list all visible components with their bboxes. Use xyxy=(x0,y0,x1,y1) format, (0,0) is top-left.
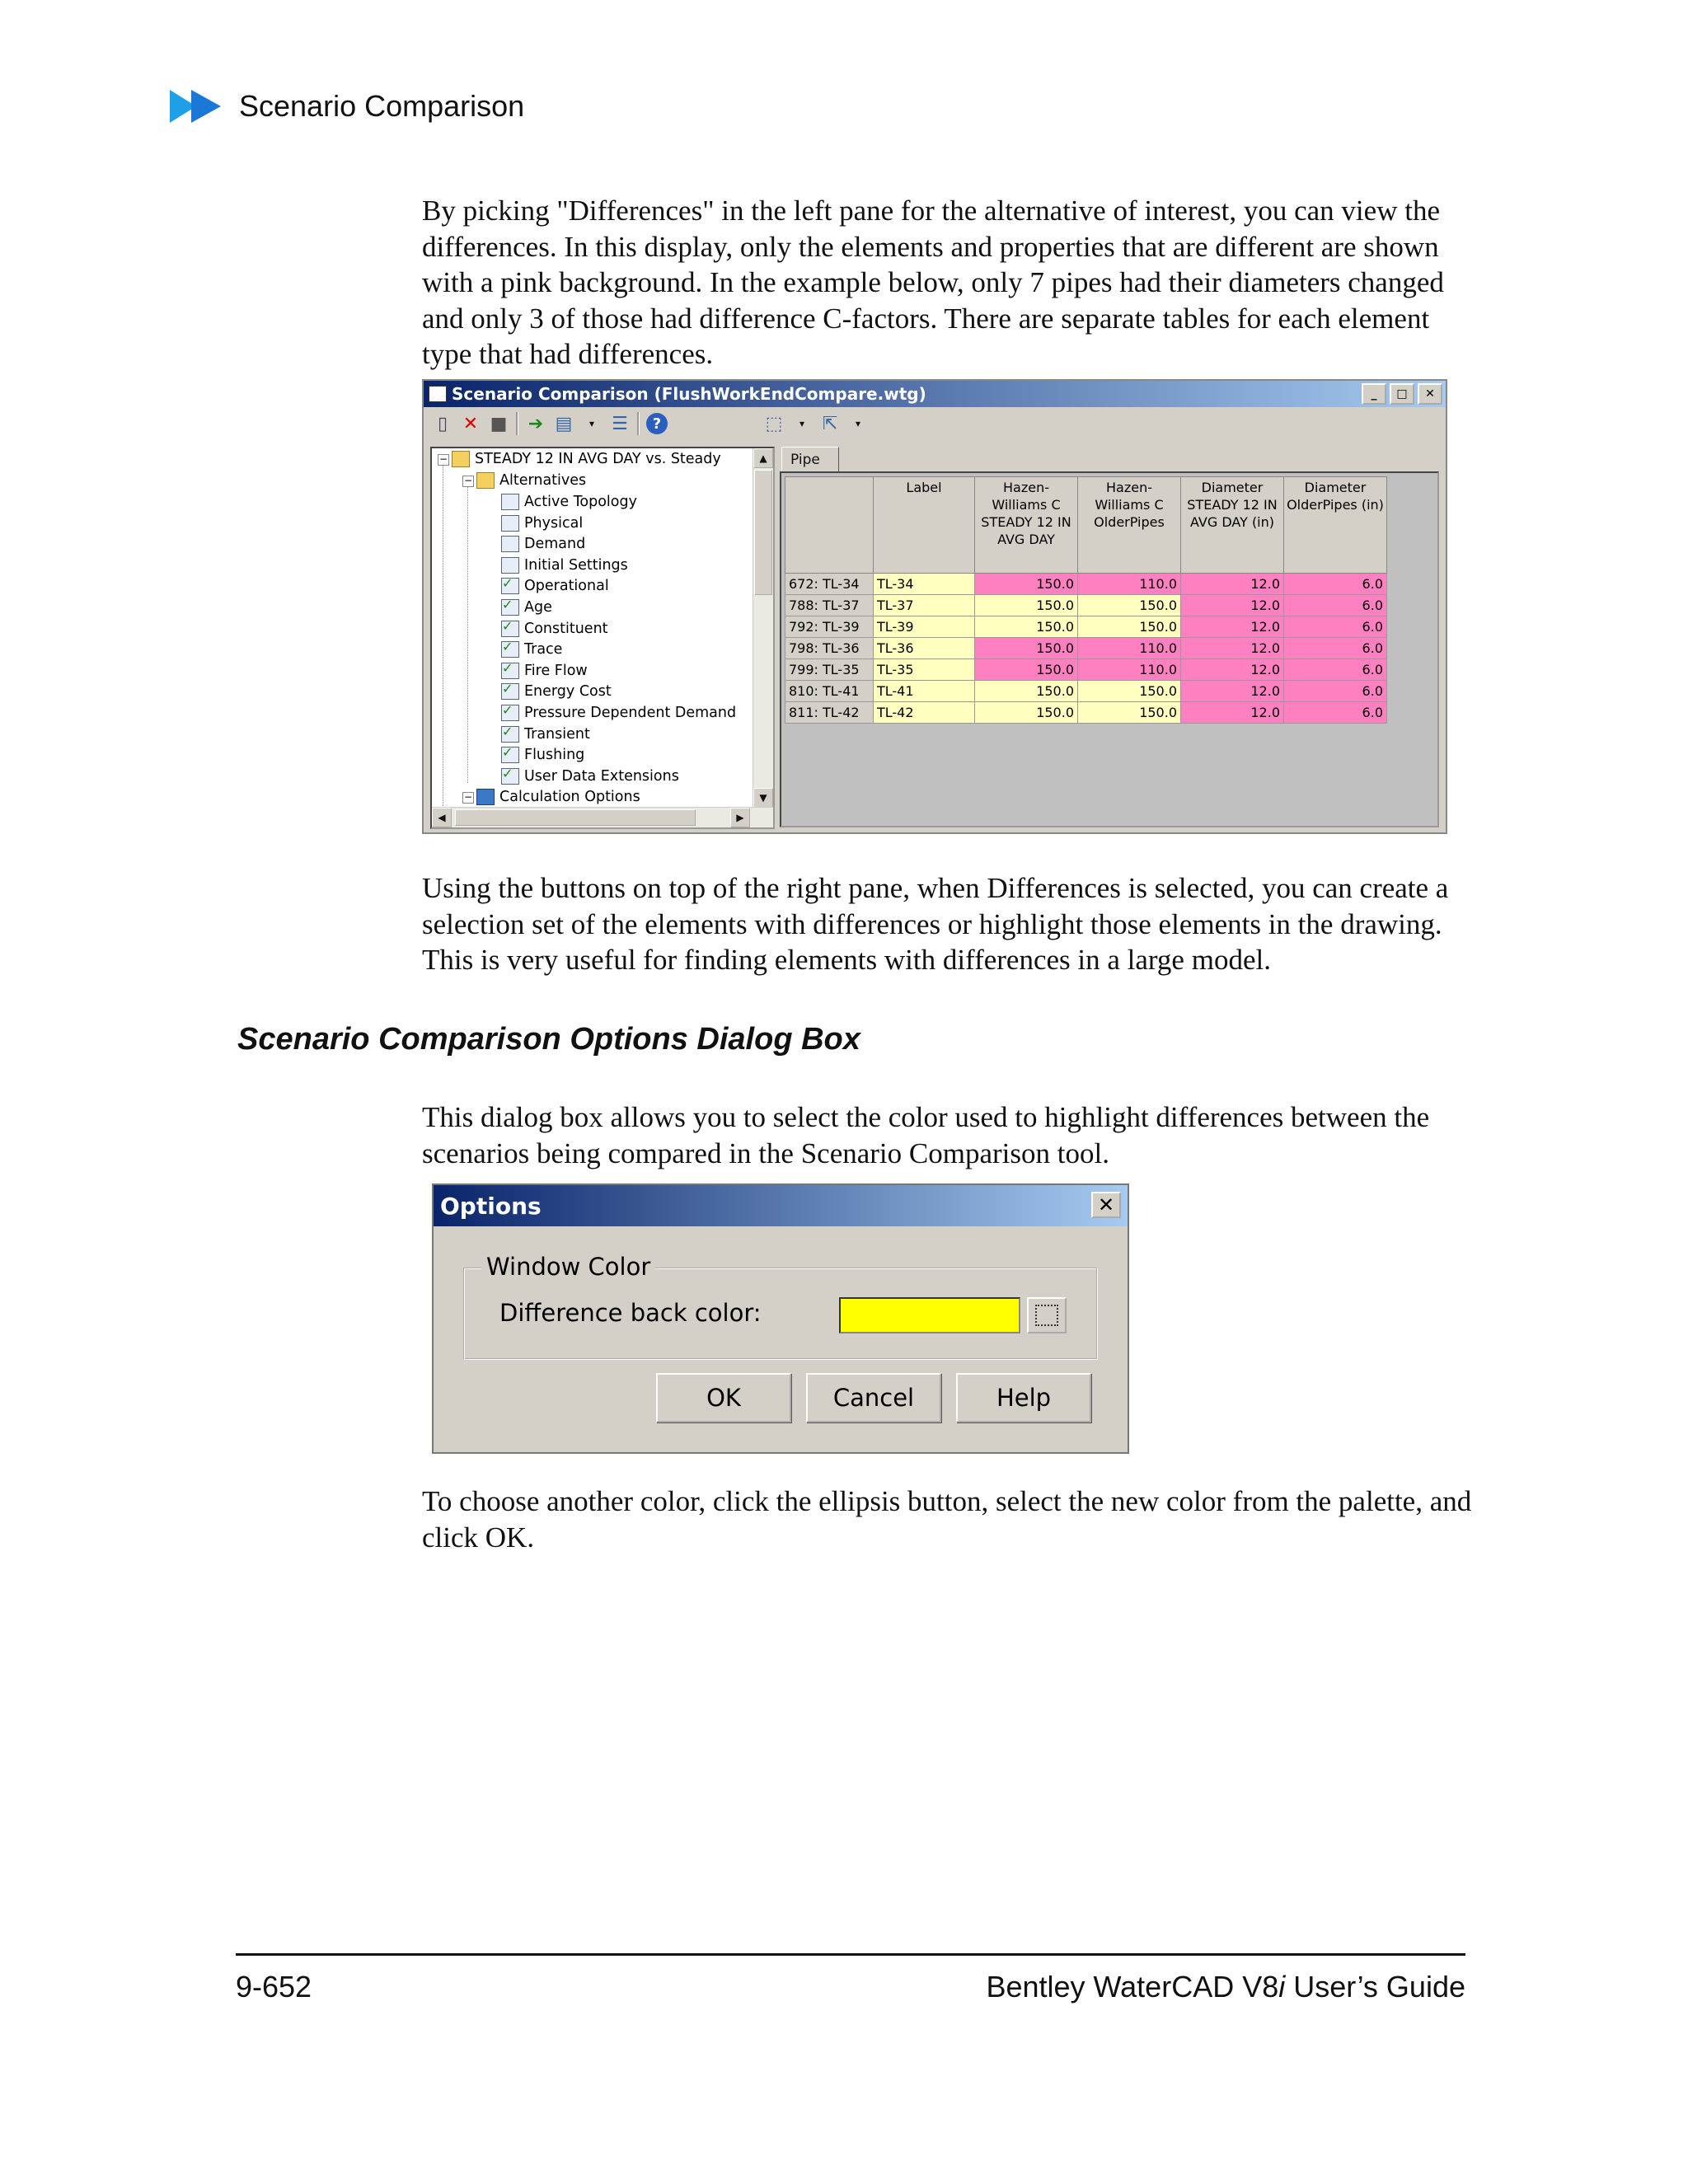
table-cell-d2: 6.0 xyxy=(1284,638,1387,659)
scroll-up-icon[interactable]: ▲ xyxy=(753,448,773,468)
table-cell-id: 810: TL-41 xyxy=(785,681,874,702)
highlight-icon[interactable]: ⇱ xyxy=(822,413,838,434)
ellipsis-button[interactable] xyxy=(1027,1297,1067,1333)
tree-calculation-options[interactable]: Calculation Options xyxy=(476,786,640,808)
checked-alternative-icon xyxy=(501,683,519,700)
table-cell-hw1: 150.0 xyxy=(975,659,1078,681)
table-cell-id: 798: TL-36 xyxy=(785,638,874,659)
section-title: Scenario Comparison xyxy=(239,89,525,123)
table-row[interactable] xyxy=(785,595,1387,616)
dialog-titlebar xyxy=(434,1185,1128,1226)
checked-alternative-icon xyxy=(501,621,519,637)
grid-area xyxy=(780,471,1439,827)
table-row[interactable] xyxy=(785,616,1387,638)
comparison-icon xyxy=(452,451,470,467)
table-cell-d1: 12.0 xyxy=(1181,702,1284,724)
tree-alternative-item[interactable]: ✓ User Data Extensions xyxy=(501,766,679,787)
section-heading: Scenario Comparison Options Dialog Box xyxy=(237,1022,860,1057)
window-color-group xyxy=(463,1253,1098,1360)
column-header-hw-steady[interactable]: Hazen-Williams C STEADY 12 IN AVG DAY xyxy=(975,477,1078,574)
ellipsis-icon xyxy=(1035,1305,1058,1326)
table-cell-d2: 6.0 xyxy=(1284,595,1387,616)
chevron-down-icon[interactable]: ▾ xyxy=(855,418,861,429)
table-cell-label: TL-41 xyxy=(874,681,975,702)
table-cell-id: 799: TL-35 xyxy=(785,659,874,681)
chevron-down-icon[interactable]: ▾ xyxy=(799,418,805,429)
table-row[interactable] xyxy=(785,638,1387,659)
table-cell-id: 811: TL-42 xyxy=(785,702,874,724)
app-icon xyxy=(429,386,447,402)
selection-set-icon[interactable]: ⬚ xyxy=(765,413,783,434)
table-cell-hw2: 110.0 xyxy=(1078,574,1181,595)
column-header-label[interactable]: Label xyxy=(874,477,975,574)
options-icon[interactable]: ☰ xyxy=(612,413,628,434)
stop-icon[interactable]: ■ xyxy=(490,413,508,434)
table-cell-hw1: 150.0 xyxy=(975,702,1078,724)
tree-alternative-item[interactable]: ✓ Fire Flow xyxy=(501,660,588,682)
pipe-differences-table xyxy=(785,476,1387,724)
alternative-icon xyxy=(501,536,519,552)
collapse-toggle[interactable]: − xyxy=(438,453,448,465)
table-row[interactable] xyxy=(785,574,1387,595)
difference-color-swatch[interactable] xyxy=(839,1297,1020,1333)
delete-icon[interactable]: ✕ xyxy=(462,413,479,434)
tree-alternative-item[interactable]: ✓ Transient xyxy=(501,724,590,745)
window-titlebar xyxy=(424,381,1446,407)
table-row[interactable] xyxy=(785,659,1387,681)
scroll-down-icon[interactable]: ▼ xyxy=(753,788,773,808)
footer-rule xyxy=(236,1953,1465,1956)
table-cell-label: TL-42 xyxy=(874,702,975,724)
tree-alternative-item[interactable]: Initial Settings xyxy=(501,555,628,576)
help-icon[interactable]: ? xyxy=(646,413,668,434)
report-icon[interactable]: ▤ xyxy=(555,413,573,434)
collapse-toggle[interactable]: − xyxy=(463,791,473,803)
paragraph-differences: By picking "Differences" in the left pane for the alternative of interest, you can view the differences. In this display, only the elements and properties that are different are shown with a pink background. In the example below, only 7 pipes had their diameters changed and only 3 of those had difference C-factors. There are separate tables for each element type that had differences. xyxy=(422,194,1444,370)
tree-alternative-item[interactable]: ✓ Pressure Dependent Demand xyxy=(501,702,736,724)
double-arrow-icon xyxy=(170,90,223,123)
checked-alternative-icon xyxy=(501,599,519,616)
tree-alternative-item[interactable]: ✓ Age xyxy=(501,597,552,618)
checked-alternative-icon xyxy=(501,641,519,658)
book-title: Bentley WaterCAD V8i User’s Guide xyxy=(986,1970,1465,2004)
checked-alternative-icon xyxy=(501,705,519,721)
close-button[interactable]: ✕ xyxy=(1418,383,1442,405)
table-cell-d1: 12.0 xyxy=(1181,681,1284,702)
alternative-icon xyxy=(501,494,519,510)
table-cell-label: TL-34 xyxy=(874,574,975,595)
table-cell-label: TL-36 xyxy=(874,638,975,659)
tree-alternative-item[interactable]: Physical xyxy=(501,513,583,534)
tree-alternative-item[interactable]: ✓ Trace xyxy=(501,639,562,660)
column-header-diameter-olderpipes[interactable]: Diameter OlderPipes (in) xyxy=(1284,477,1387,574)
checked-alternative-icon xyxy=(501,768,519,785)
group-title: Window Color xyxy=(481,1253,655,1281)
table-cell-id: 788: TL-37 xyxy=(785,595,874,616)
checked-alternative-icon xyxy=(501,726,519,743)
table-cell-d2: 6.0 xyxy=(1284,681,1387,702)
table-cell-hw1: 150.0 xyxy=(975,574,1078,595)
table-cell-d2: 6.0 xyxy=(1284,574,1387,595)
table-row[interactable] xyxy=(785,702,1387,724)
table-cell-d2: 6.0 xyxy=(1284,616,1387,638)
column-header-hw-olderpipes[interactable]: Hazen-Williams C OlderPipes xyxy=(1078,477,1181,574)
folder-icon xyxy=(476,472,495,489)
table-cell-hw2: 110.0 xyxy=(1078,638,1181,659)
paragraph-dialog: This dialog box allows you to select the color used to highlight differences between the scenarios being compared in the Scenario Comparison tool. xyxy=(422,1101,1430,1169)
table-cell-d1: 12.0 xyxy=(1181,595,1284,616)
vertical-scrollbar[interactable] xyxy=(753,448,773,808)
column-header-diameter-steady[interactable]: Diameter STEADY 12 IN AVG DAY (in) xyxy=(1181,477,1284,574)
scenario-comparison-window xyxy=(422,379,1447,834)
table-cell-label: TL-37 xyxy=(874,595,975,616)
tree-alternative-item[interactable]: ✓ Flushing xyxy=(501,744,584,766)
section-header xyxy=(170,86,524,127)
table-cell-d1: 12.0 xyxy=(1181,616,1284,638)
table-cell-hw2: 150.0 xyxy=(1078,702,1181,724)
table-row[interactable] xyxy=(785,681,1387,702)
table-cell-label: TL-39 xyxy=(874,616,975,638)
maximize-button[interactable]: □ xyxy=(1390,383,1414,405)
ok-button[interactable]: OK xyxy=(656,1373,791,1422)
table-cell-hw2: 110.0 xyxy=(1078,659,1181,681)
table-cell-id: 672: TL-34 xyxy=(785,574,874,595)
table-cell-d2: 6.0 xyxy=(1284,702,1387,724)
column-header-id[interactable] xyxy=(785,477,874,574)
window-title: Scenario Comparison (FlushWorkEndCompare.wtg) xyxy=(452,384,926,404)
help-button[interactable]: Help xyxy=(956,1373,1091,1422)
alternative-icon xyxy=(501,515,519,532)
table-cell-hw1: 150.0 xyxy=(975,681,1078,702)
table-cell-label: TL-35 xyxy=(874,659,975,681)
scroll-left-icon[interactable]: ◀ xyxy=(432,808,452,827)
chevron-down-icon[interactable]: ▾ xyxy=(588,418,595,429)
table-cell-d1: 12.0 xyxy=(1181,638,1284,659)
table-cell-id: 792: TL-39 xyxy=(785,616,874,638)
table-cell-hw2: 150.0 xyxy=(1078,616,1181,638)
calculation-icon xyxy=(476,789,495,805)
table-cell-hw1: 150.0 xyxy=(975,638,1078,659)
table-cell-hw2: 150.0 xyxy=(1078,595,1181,616)
difference-color-label: Difference back color: xyxy=(499,1299,762,1327)
tree-alternative-item[interactable]: ✓ Constituent xyxy=(501,618,608,640)
alternatives-tree[interactable] xyxy=(430,447,775,829)
page-number: 9-652 xyxy=(236,1970,312,2004)
tree-alternative-item[interactable]: ✓ Energy Cost xyxy=(501,681,612,702)
table-cell-d1: 12.0 xyxy=(1181,659,1284,681)
close-icon[interactable]: ✕ xyxy=(1091,1192,1121,1218)
tree-alternatives[interactable]: Alternatives xyxy=(476,470,586,491)
new-icon[interactable]: ▯ xyxy=(437,413,448,434)
table-cell-d2: 6.0 xyxy=(1284,659,1387,681)
cancel-button[interactable]: Cancel xyxy=(806,1373,941,1422)
tree-alternative-item[interactable]: Demand xyxy=(501,533,585,555)
horizontal-scrollbar[interactable] xyxy=(432,807,773,827)
scroll-right-icon[interactable]: ▶ xyxy=(730,808,750,827)
tree-root[interactable]: STEADY 12 IN AVG DAY vs. Steady xyxy=(452,448,721,470)
comparison-grid-pane xyxy=(780,447,1441,829)
checked-alternative-icon xyxy=(501,578,519,594)
tab-pipe[interactable]: Pipe xyxy=(781,447,839,471)
table-cell-hw1: 150.0 xyxy=(975,595,1078,616)
toolbar xyxy=(424,407,1446,440)
paragraph-choose-color: To choose another color, click the ellipsis button, select the new color from the palette, and click OK. xyxy=(422,1485,1472,1554)
table-cell-hw1: 150.0 xyxy=(975,616,1078,638)
dialog-title: Options xyxy=(440,1192,542,1220)
paragraph-buttons: Using the buttons on top of the right pane, when Differences is selected, you can create a selection set of the elements with differences or highlight those elements in the drawing. This is very useful for finding elements with differences in a large model. xyxy=(422,872,1449,976)
tree-alternative-item[interactable]: Active Topology xyxy=(501,491,637,513)
collapse-toggle[interactable]: − xyxy=(463,475,473,486)
options-dialog xyxy=(432,1183,1129,1454)
tree-alternative-item[interactable]: ✓ Operational xyxy=(501,575,609,597)
checked-alternative-icon xyxy=(501,747,519,763)
export-icon[interactable]: ➔ xyxy=(528,413,544,434)
table-cell-hw2: 150.0 xyxy=(1078,681,1181,702)
minimize-button[interactable]: _ xyxy=(1362,383,1386,405)
checked-alternative-icon xyxy=(501,663,519,679)
alternative-icon xyxy=(501,557,519,574)
table-cell-d1: 12.0 xyxy=(1181,574,1284,595)
